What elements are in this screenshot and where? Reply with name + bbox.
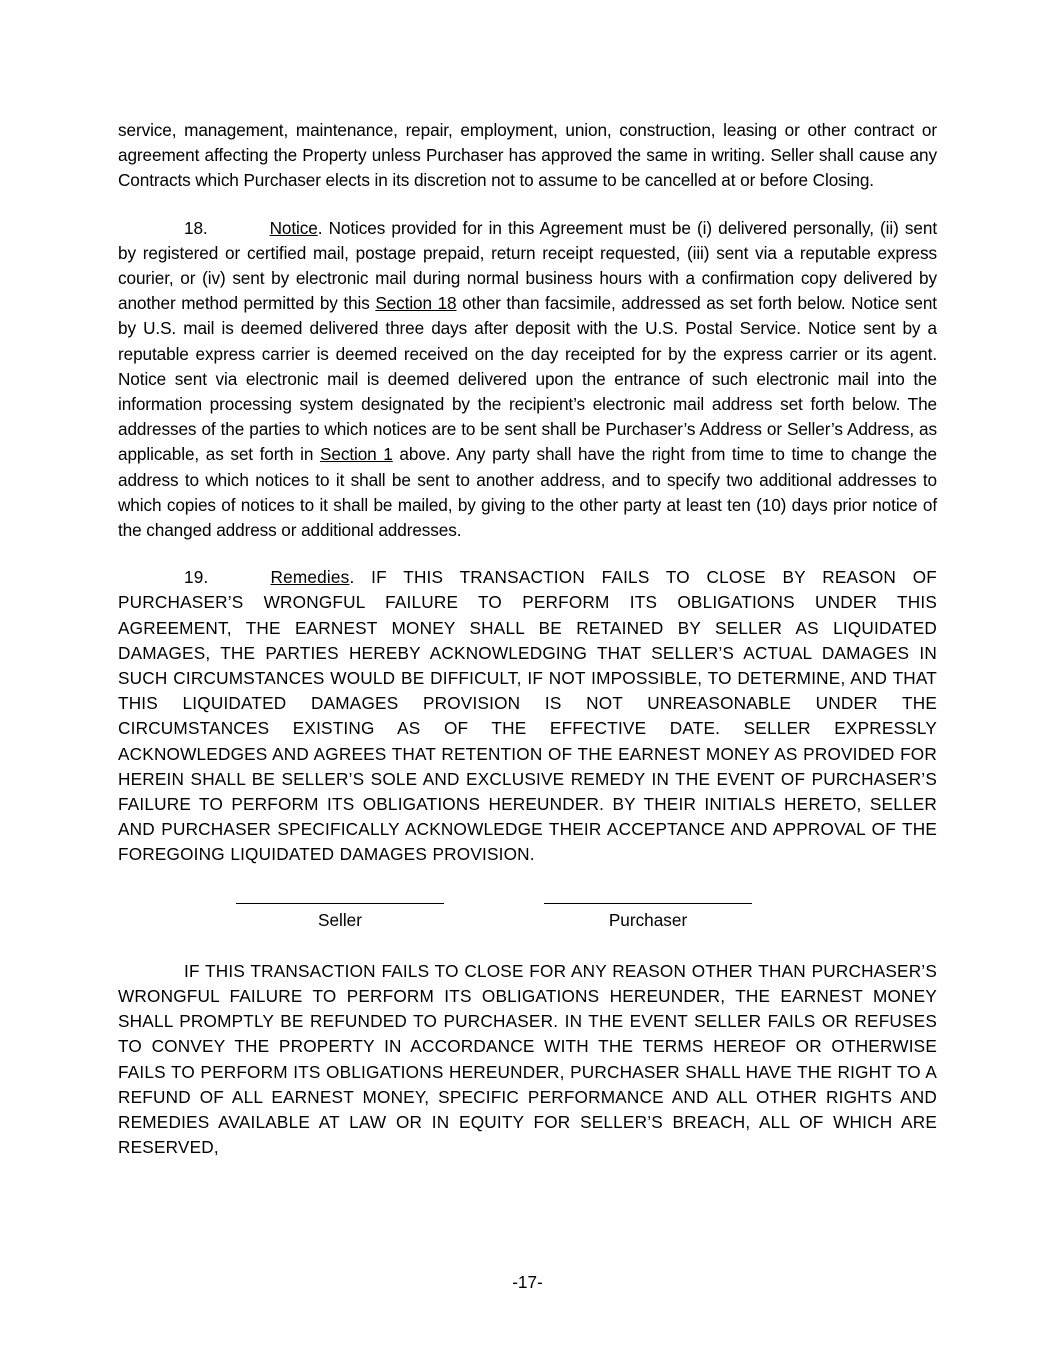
signature-label-seller: Seller [318, 909, 362, 930]
section-19-heading: Remedies [270, 567, 350, 588]
signature-line[interactable] [236, 902, 444, 904]
paragraph-closing-remedies [118, 959, 937, 1161]
section-19-heading-suffix: . [349, 567, 355, 588]
section-18-text-3: above. Any party shall have the right from time to time to change the address to which notices to it shall be sent to another address, and to specify two additional addresses to which copies of notices to it shall be mailed, by giving to the other party at least ten (10) days prior notice of the changed address or additional addresses. [118, 444, 937, 541]
signature-purchaser [544, 902, 752, 933]
section-19-text: IF THIS TRANSACTION FAILS TO CLOSE BY REASON OF PURCHASER’S WRONGFUL FAILURE TO PERFORM ITS OBLIGATIONS UNDER THIS AGREEMENT, THE EARNEST MONEY SHALL BE RETAINED BY SELLER AS LIQUIDATED DAMAGES, THE PARTIES HEREBY ACKNOWLEDGING THAT SELLER’S ACTUAL DAMAGES IN SUCH CIRCUMSTANCES WOULD BE DIFFICULT, IF NOT IMPOSSIBLE, TO DETERMINE, AND THAT THIS LIQUIDATED DAMAGES PROVISION IS NOT UNREASONABLE UNDER THE CIRCUMSTANCES EXISTING AS OF THE EFFECTIVE DATE. SELLER EXPRESSLY ACKNOWLEDGES AND AGREES THAT RETENTION OF THE EARNEST MONEY AS PROVIDED FOR HEREIN SHALL BE SELLER’S SOLE AND EXCLUSIVE REMEDY IN THE EVENT OF PURCHASER’S FAILURE TO PERFORM ITS OBLIGATIONS HEREUNDER. BY THEIR INITIALS HERETO, SELLER AND PURCHASER SPECIFICALLY ACKNOWLEDGE THEIR ACCEPTANCE AND APPROVAL OF THE FOREGOING LIQUIDATED DAMAGES PROVISION. [118, 567, 937, 865]
signature-label-purchaser: Purchaser [608, 909, 688, 930]
section-19-remedies [118, 565, 937, 867]
section-18-heading-suffix: . [317, 217, 323, 238]
section-18-heading: Notice [269, 217, 318, 238]
section-18-notice [118, 216, 937, 544]
section-19-number: 19. [184, 567, 209, 588]
cross-reference-section-18: Section 18 [375, 293, 457, 314]
paragraph-contracts-continued [118, 118, 937, 194]
initials-signature-block [118, 902, 937, 933]
paragraph-text: service, management, maintenance, repair, employment, union, construction, leasing or other contract or agreement affecting the Property unless Purchaser has approved the same in writing. Seller shall cause any Contracts which Purchaser elects in its discretion not to assume to be cancelled at or before Closing. [118, 120, 937, 191]
page-number: -17- [512, 1272, 543, 1292]
section-18-text-1: Notices provided for in this Agreement must be (i) delivered personally, (ii) sent by registered or certified mail, postage prepaid, return receipt requested, (iii) sent via a reputable express courier, or (iv) sent by electronic mail during normal business hours with a confirmation copy delivered by another method permitted by this [118, 217, 937, 314]
signature-line[interactable] [544, 902, 752, 904]
section-18-number: 18. [184, 217, 208, 238]
cross-reference-section-1: Section 1 [320, 444, 393, 465]
section-18-text-2: other than facsimile, addressed as set forth below. Notice sent by U.S. mail is deemed delivered three days after deposit with the U.S. Postal Service. Notice sent by a reputable express carrier is deemed received on the day receipted for by the express carrier or its agent. Notice sent via electronic mail is deemed delivered upon the entrance of such electronic mail into the information processing system designated by the recipient’s electronic mail address set forth below. The addresses of the parties to which notices are to be sent shall be Purchaser’s Address or Seller’s Address, as applicable, as set forth in [118, 293, 937, 465]
signature-seller [236, 902, 444, 933]
closing-paragraph-text: IF THIS TRANSACTION FAILS TO CLOSE FOR ANY REASON OTHER THAN PURCHASER’S WRONGFUL FAILURE TO PERFORM ITS OBLIGATIONS HEREUNDER, THE EARNEST MONEY SHALL PROMPTLY BE REFUNDED TO PURCHASER. IN THE EVENT SELLER FAILS OR REFUSES TO CONVEY THE PROPERTY IN ACCORDANCE WITH THE TERMS HEREOF OR OTHERWISE FAILS TO PERFORM ITS OBLIGATIONS HEREUNDER, PURCHASER SHALL HAVE THE RIGHT TO A REFUND OF ALL EARNEST MONEY, SPECIFIC PERFORMANCE AND ALL OTHER RIGHTS AND REMEDIES AVAILABLE AT LAW OR IN EQUITY FOR SELLER’S BREACH, ALL OF WHICH ARE RESERVED, [118, 960, 937, 1158]
